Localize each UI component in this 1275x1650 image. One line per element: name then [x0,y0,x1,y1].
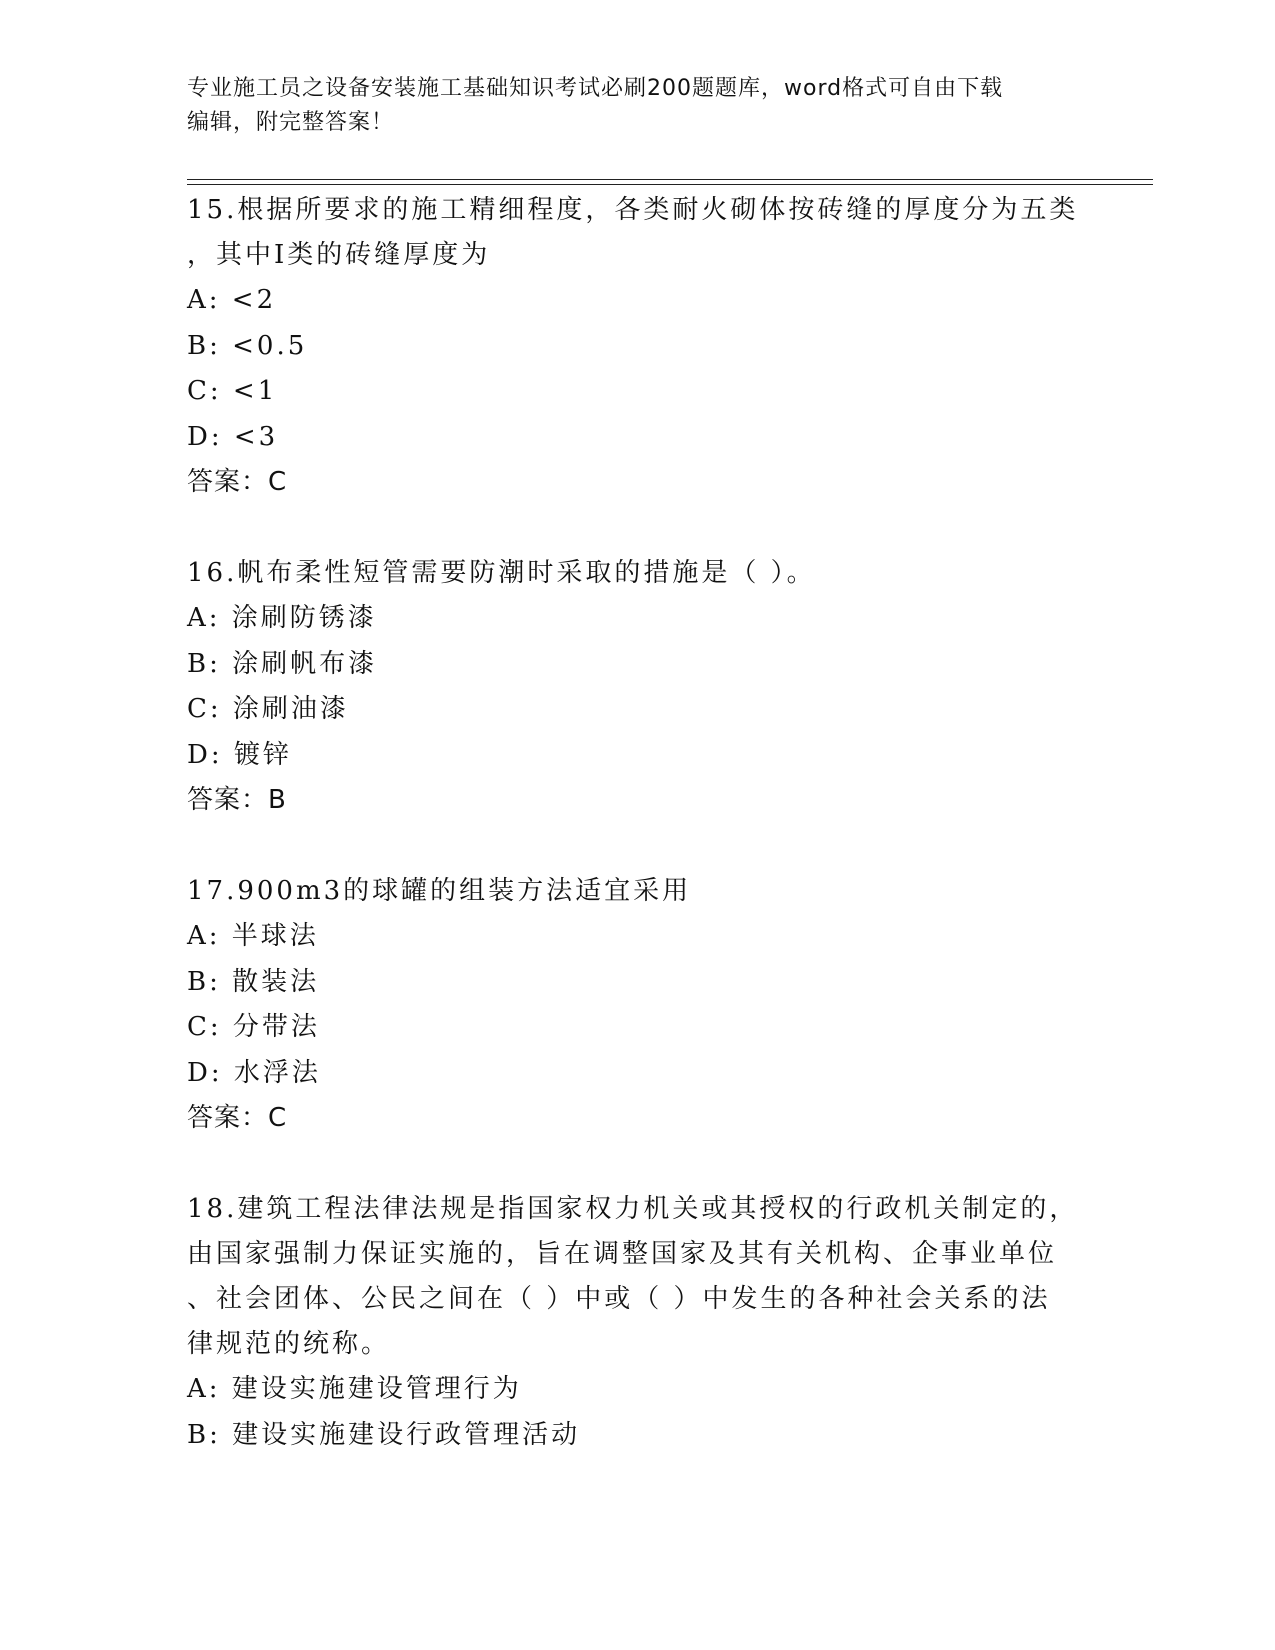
question-16 [187,551,1087,823]
header-line-2: 编辑，附完整答案！ [187,110,395,135]
question-text-line: ，其中I类的砖缝厚度为 [187,240,491,270]
option-d: D: <3 [187,421,279,452]
header-divider-top [187,179,1153,180]
answer: 答案：C [187,1103,288,1133]
answer: 答案：B [187,785,287,815]
document-header [187,72,1067,140]
option-d: D: 水浮法 [187,1057,321,1088]
option-c: C: <1 [187,376,278,406]
option-a: A: 建设实施建设管理行为 [187,1374,522,1404]
option-c: C: 分带法 [187,1012,320,1042]
question-18 [187,1187,1087,1458]
option-b: B: <0.5 [187,330,308,361]
question-text: 17.900m3的球罐的组装方法适宜采用 [187,876,692,906]
header-divider-bottom [187,184,1153,185]
question-text-line: 、社会团体、公民之间在（ ）中或（ ）中发生的各种社会关系的法 [187,1284,1051,1314]
question-text-line: 由国家强制力保证实施的，旨在调整国家及其有关机构、企事业单位 [187,1239,1058,1269]
question-text-line: 15.根据所要求的施工精细程度，各类耐火砌体按砖缝的厚度分为五类 [187,195,1079,225]
question-text-line: 18.建筑工程法律法规是指国家权力机关或其授权的行政机关制定的， [187,1194,1079,1224]
option-d: D: 镀锌 [187,739,292,770]
question-text: 16.帆布柔性短管需要防潮时采取的措施是（ ）。 [187,558,816,588]
option-c: C: 涂刷油漆 [187,694,349,724]
question-text-line: 律规范的统称。 [187,1329,391,1359]
question-list [187,188,1087,1504]
option-b: B: 散装法 [187,966,320,997]
option-b: B: 涂刷帆布漆 [187,648,378,679]
question-17 [187,869,1087,1141]
header-line-1: 专业施工员之设备安装施工基础知识考试必刷200题题库，word格式可自由下载 [187,76,1004,101]
option-b: B: 建设实施建设行政管理活动 [187,1419,581,1450]
question-15 [187,188,1087,505]
option-a: A: 半球法 [187,921,319,951]
answer: 答案：C [187,467,288,497]
option-a: A: <2 [187,285,277,315]
option-a: A: 涂刷防锈漆 [187,603,377,633]
